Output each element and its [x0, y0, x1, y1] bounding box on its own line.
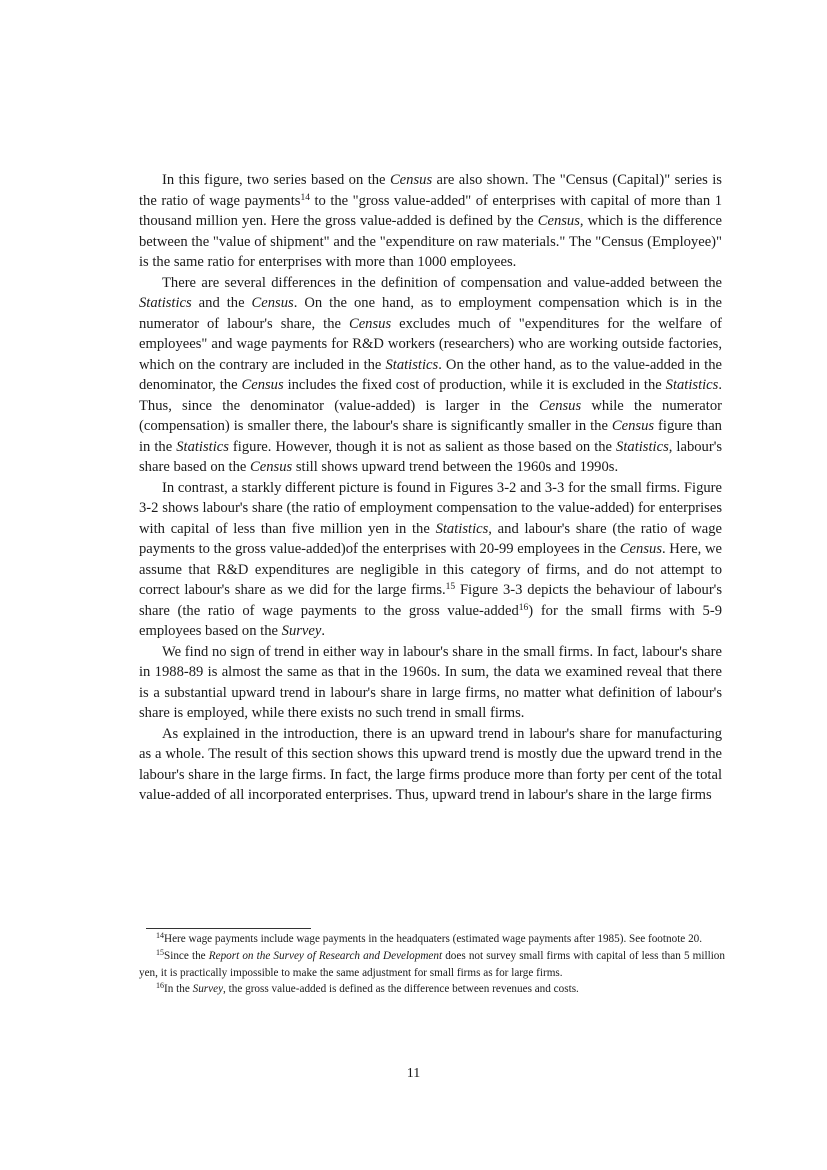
footnotes	[139, 931, 725, 998]
text-run: , and labour's share (the ratio of wage payments to the gross value-added)of the enterprises with 20-99 employees in the	[139, 520, 722, 557]
text-run: . On the one hand, as to employment compensation which is in the numerator of labour's share, the	[139, 295, 722, 332]
text-run: to the "gross value-added" of enterprises with capital of more than 1 thousand million yen. Here the gross value-added is defined by the	[139, 192, 722, 229]
paragraph	[139, 724, 722, 806]
text-run: Here wage payments include wage payments in the headquaters (estimated wage payments after 1985). See footnote 20.	[164, 933, 703, 945]
text-run: ) for the small firms with 5-9 employees based on the	[139, 602, 722, 639]
italic-text: Survey	[281, 623, 322, 639]
footnote-marker: 14	[156, 931, 164, 940]
italic-text: Census	[537, 213, 580, 229]
italic-text: Statistics	[665, 377, 719, 393]
italic-text: Census	[389, 172, 433, 188]
footnote-marker: 14	[300, 192, 310, 203]
paragraph	[139, 273, 722, 478]
footnote-marker: 15	[156, 947, 164, 957]
italic-text: Statistics	[385, 356, 439, 373]
text-run: while the numerator (compensation) is smaller there, the labour's share is significantly smaller in the	[139, 397, 723, 434]
text-run: , the gross value-added is defined as the difference between revenues and costs.	[223, 983, 579, 996]
italic-text: Census	[251, 295, 294, 311]
text-run: and the	[191, 295, 252, 311]
text-run: In contrast, a starkly different picture is found in Figures 3-2 and 3-3 for the small firms. Figure 3-2 shows labour's share (the ratio of employment compensation to the value-added) for enterprises with capital of less than five million yen in the	[139, 479, 722, 537]
footnote	[139, 948, 725, 982]
text-run: .	[321, 623, 326, 639]
text-run: includes the fixed cost of production, while it is excluded in the	[283, 377, 666, 393]
text-run: . Here, we assume that R&D expenditures are negligible in this category of firms, and do not attempt to correct labour's share as we did for the large firms.	[139, 541, 722, 598]
text-run: figure than in the	[139, 418, 722, 455]
text-run: figure. However, though it is not as salient as those based on the	[228, 438, 617, 455]
footnote	[139, 981, 725, 998]
footnote-marker: 16	[518, 602, 529, 613]
body-text	[139, 170, 722, 806]
italic-text: Census	[619, 541, 662, 557]
italic-text: Census	[611, 418, 655, 434]
italic-text: Survey	[192, 983, 224, 996]
footnote	[139, 931, 725, 948]
text-run: does not survey small firms with capital of less than 5 million yen, it is practically impossible to make the same adjustment for small firms as for large firms.	[139, 949, 725, 979]
text-run: . Thus, since the denominator (value-added) is larger in the	[139, 377, 722, 414]
text-run: In the	[164, 983, 193, 996]
text-run: . On the other hand, as to the value-added in the denominator, the	[139, 356, 722, 393]
italic-text: Statistics	[139, 295, 192, 311]
italic-text: Statistics	[176, 438, 229, 455]
text-run: Since the	[164, 949, 209, 962]
italic-text: Statistics	[616, 438, 669, 455]
text-run: still shows upward trend between the 1960s and 1990s.	[292, 459, 619, 475]
footnote-marker: 16	[156, 981, 164, 991]
paragraph	[139, 642, 722, 724]
text-run: Figure 3-3 depicts the behaviour of labour's share (the ratio of wage payments to the gross value-added	[139, 582, 722, 619]
text-run: , labour's share based on the	[139, 438, 723, 475]
text-run: , which is the difference between the "value of shipment" and the "expenditure on raw materials." The "Census (Employee)" is the same ratio for enterprises with more than 1000 employees.	[139, 213, 722, 270]
text-run: In this figure, two series based on the	[162, 172, 390, 188]
italic-text: Census	[538, 397, 582, 414]
page-number: 11	[406, 1066, 421, 1081]
text-run: There are several differences in the definition of compensation and value-added between the	[162, 274, 722, 291]
footnote-rule	[146, 928, 311, 929]
italic-text: Census	[241, 377, 284, 393]
text-run: are also shown. The "Census (Capital)" series is the ratio of wage payments	[139, 172, 722, 209]
italic-text: Census	[250, 459, 293, 475]
text-run: As explained in the introduction, there is an upward trend in labour's share for manufacturing as a whole. The result of this section shows this upward trend is mostly due the upward trend in the labour's share in the large firms. In fact, the large firms produce more than forty per cent of the total value-added of all incorporated enterprises. Thus, upward trend in labour's share in the large firms	[139, 725, 722, 803]
footnote-marker: 15	[445, 582, 456, 592]
paragraph	[139, 478, 722, 642]
text-run: excludes much of "expenditures for the welfare of employees" and wage payments for R&D workers (researchers) who are working outside factories, which on the contrary are included in the	[139, 315, 723, 373]
italic-text: Report on the Survey of Research and Development	[208, 949, 443, 962]
italic-text: Statistics	[435, 520, 489, 537]
italic-text: Census	[348, 315, 392, 332]
paragraph	[139, 170, 722, 273]
text-run: We find no sign of trend in either way in labour's share in the small firms. In fact, labour's share in 1988-89 is almost the same as that in the 1960s. In sum, the data we examined reveal that there is a substantial upward trend in labour's share in large firms, no matter what definition of labour's share is employed, while there exists no such trend in small firms.	[139, 643, 722, 721]
